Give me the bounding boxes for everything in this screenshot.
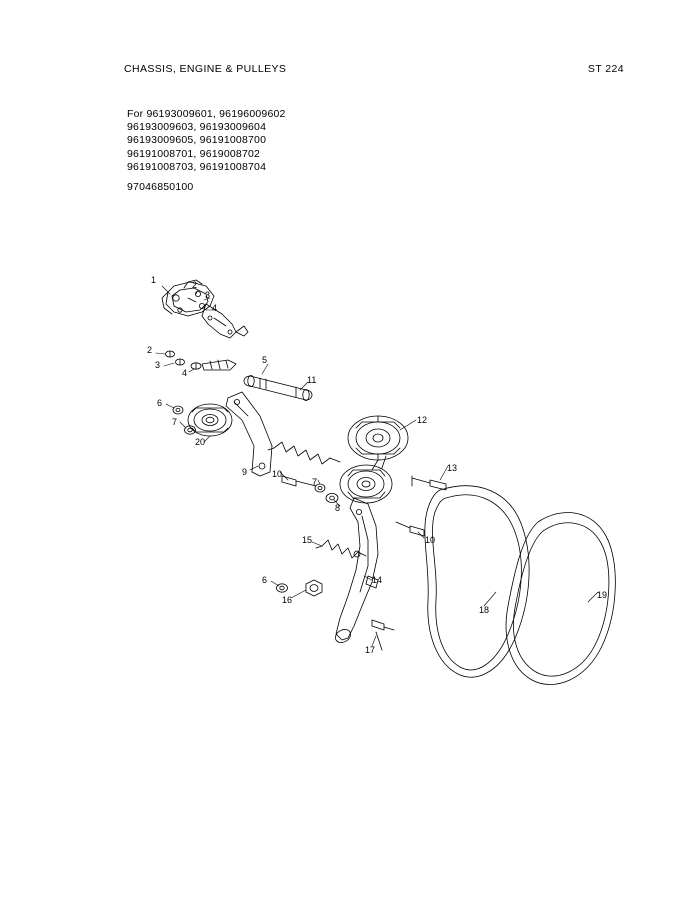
callout-label: 15 [302,535,313,545]
callout-label: 5 [262,355,268,365]
callout-label: 10 [272,469,283,479]
callout-label: 12 [417,415,428,425]
callout-label: 2 [147,345,153,355]
page-header [124,63,624,75]
model-line: 96191008701, 9619008702 [127,147,261,160]
double-pulley-12 [340,416,408,503]
callout-label: 1 [151,275,157,285]
parts-diagram-svg [110,240,650,710]
callout-label: 17 [365,645,376,655]
callout-label: 3 [205,290,211,300]
model-number-list [127,108,286,194]
leader-lines [156,286,598,646]
callout-label: 7 [172,417,178,427]
model-line: 96193009605, 96191008700 [127,134,267,147]
spring [268,442,340,464]
callout-label: 2 [192,280,198,290]
lower-arm-14 [333,498,378,645]
page-title: CHASSIS, ENGINE & PULLEYS [124,63,287,75]
callout-label: 19 [597,590,608,600]
callout-label: 6 [262,575,268,585]
bolt-17 [372,620,394,650]
callout-label: 20 [195,437,206,447]
callout-label: 6 [157,398,163,408]
page-code: ST 224 [587,63,624,75]
model-line: For 96193009601, 96196009602 [127,108,286,120]
callout-label: 16 [282,595,293,605]
model-line: 96193009603, 96193009604 [127,121,267,134]
callout-labels [147,275,607,655]
model-line-extra: 97046850100 [127,181,194,194]
callout-label: 13 [447,463,458,473]
callout-label: 18 [479,605,490,615]
small-fasteners-upper [166,351,237,370]
callout-label: 11 [307,375,317,385]
callout-label: 8 [335,503,341,513]
callout-label: 4 [212,303,218,313]
callout-label: 7 [312,477,318,487]
callout-label: 9 [242,467,248,477]
callout-label: 4 [182,368,188,378]
tension-bracket-9 [226,392,272,476]
bolts-middle [282,476,338,503]
callout-label: 3 [155,360,161,370]
callout-label: 14 [372,575,383,585]
belt-18 [425,486,529,677]
model-line: 96191008703, 96191008704 [127,160,267,173]
callout-label: 10 [425,535,436,545]
exploded-parts-figure [110,240,650,710]
linkage-arm [202,304,248,338]
idler-pulley-20 [188,404,232,436]
